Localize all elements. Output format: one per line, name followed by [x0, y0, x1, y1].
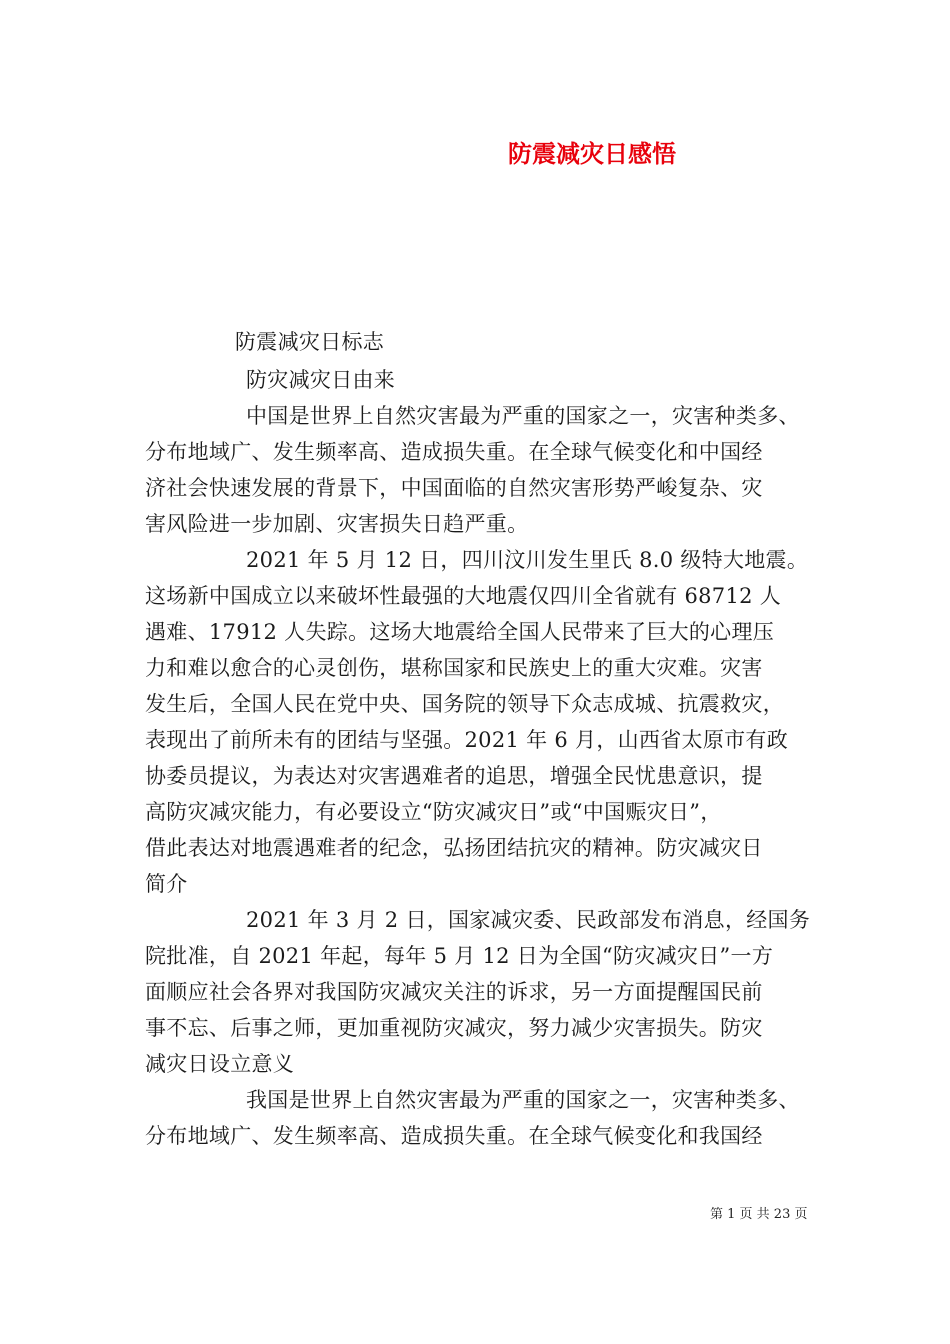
paragraph-line: 分布地域广、发生频率高、造成损失重。在全球气候变化和中国经 [145, 440, 763, 464]
paragraph-line: 中国是世界上自然灾害最为严重的国家之一，灾害种类多、 [246, 404, 800, 428]
paragraph-line: 分布地域广、发生频率高、造成损失重。在全球气候变化和我国经 [145, 1124, 763, 1148]
paragraph-line: 这场新中国成立以来破坏性最强的大地震仅四川全省就有 68712 人 [145, 584, 782, 608]
paragraph-line: 害风险进一步加剧、灾害损失日趋严重。 [145, 512, 529, 536]
paragraph-line: 简介 [145, 872, 188, 896]
paragraph-line: 2021 年 3 月 2 日，国家减灾委、民政部发布消息，经国务 [246, 908, 811, 932]
paragraph-line: 2021 年 5 月 12 日，四川汶川发生里氏 8.0 级特大地震。 [246, 548, 809, 572]
paragraph-line: 减灾日设立意义 [145, 1052, 295, 1076]
document-title: 防震减灾日感悟 [508, 140, 676, 168]
paragraph-line: 我国是世界上自然灾害最为严重的国家之一，灾害种类多、 [246, 1088, 800, 1112]
paragraph-line: 事不忘、后事之师，更加重视防灾减灾，努力减少灾害损失。防灾 [145, 1016, 763, 1040]
paragraph-line: 发生后，全国人民在党中央、国务院的领导下众志成城、抗震救灾， [145, 692, 784, 716]
paragraph-line: 防灾减灾日由来 [246, 368, 396, 392]
paragraph-line: 防震减灾日标志 [235, 330, 385, 354]
paragraph-line: 力和难以愈合的心灵创伤，堪称国家和民族史上的重大灾难。灾害 [145, 656, 763, 680]
paragraph-line: 表现出了前所未有的团结与坚强。2021 年 6 月，山西省太原市有政 [145, 728, 789, 752]
paragraph-line: 院批准，自 2021 年起，每年 5 月 12 日为全国“防灾减灾日”一方 [145, 944, 774, 968]
paragraph-line: 济社会快速发展的背景下，中国面临的自然灾害形势严峻复杂、灾 [145, 476, 763, 500]
page-number-footer: 第 1 页 共 23 页 [710, 1207, 808, 1222]
paragraph-line: 高防灾减灾能力，有必要设立“防灾减灾日”或“中国赈灾日”， [145, 800, 722, 824]
paragraph-line: 遇难、17912 人失踪。这场大地震给全国人民带来了巨大的心理压 [145, 620, 775, 644]
paragraph-line: 借此表达对地震遇难者的纪念，弘扬团结抗灾的精神。防灾减灾日 [145, 836, 763, 860]
paragraph-line: 面顺应社会各界对我国防灾减灾关注的诉求，另一方面提醒国民前 [145, 980, 763, 1004]
paragraph-line: 协委员提议，为表达对灾害遇难者的追思，增强全民忧患意识，提 [145, 764, 763, 788]
